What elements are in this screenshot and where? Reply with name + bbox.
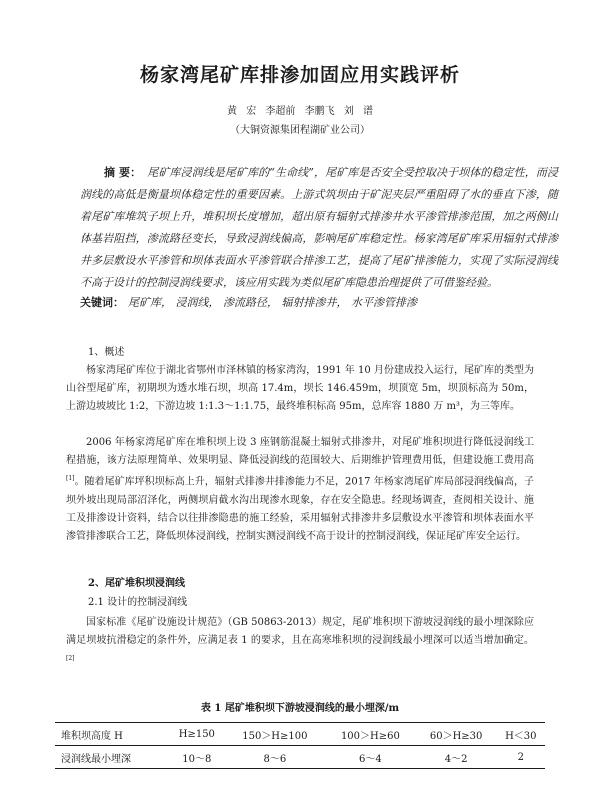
table-header-cell: 60＞H≥30 (416, 723, 497, 746)
keywords-label: 关键词： (80, 296, 124, 309)
table-cell: 6～4 (325, 746, 416, 769)
table-cell: 4～2 (416, 746, 497, 769)
abstract-label: 摘 要： (104, 166, 142, 179)
section-2-paragraph-1-text: 国家标准《尾矿设施设计规范》（GB 50863-2013）规定，尾矿堆积坝下游坡浸润线的最小埋深除应满足坝坡抗滑稳定的条件外，应满足表 1 的要求，且在高寒堆积坝的浸润线最小埋深可以适当增加确定。 (66, 617, 534, 647)
table-header-cell: 堆积坝高度 H (55, 723, 169, 746)
keywords (80, 294, 558, 310)
section-2-paragraph-1 (66, 614, 534, 672)
abstract (80, 162, 558, 294)
section-1-paragraph-2 (66, 434, 534, 547)
section-1-paragraph-1: 杨家湾尾矿库位于湖北省鄂州市泽林镇的杨家湾沟，1991 年 10 月份建成投入运行，尾矿库的类型为山谷型尾矿库，初期坝为透水堆石坝，坝高 17.4m，坝长 146.459m，坝顶宽 5m，坝顶标高为 50m，上游边坡坡比 1:2，下游边坡 1:1.3～1:1.75，最终堆积标高 95m，总库容 1880 万 m³，为三等库。 (66, 365, 534, 413)
table-cell: 2 (497, 746, 545, 769)
table-header-cell: H≥150 (169, 723, 225, 746)
table-header-row (55, 723, 545, 746)
table-header-cell: 150＞H≥100 (225, 723, 325, 746)
section-1-paragraph-2-text: 2006 年杨家湾尾矿库在堆积坝上设 3 座钢筋混凝土辐射式排渗井，对尾矿堆积坝进行降低浸润线工程措施，该方法原理简单、效果明显、降低浸润线的范围较大、后期维护管理费用低，但建设施工费用高 (66, 437, 534, 467)
paper-title: 杨家湾尾矿库排渗加固应用实践评析 (139, 64, 460, 86)
section-2-1-heading: 2.1 设计的控制浸润线 (88, 597, 188, 608)
abstract-text: 尾矿库浸润线是尾矿库的“生命线”，尾矿库是否安全受控取决于坝体的稳定性，而浸润线的高低是衡量坝体稳定性的重要因素。上游式筑坝由于矿泥夹层严重阻碍了水的垂直下渗，随着尾矿库堆筑子坝上升，堆积坝长度增加，超出原有辐射式排渗井水平渗管排渗范围，加之两侧山体基岩阻挡，渗流路径变长，导致浸润线偏高，影响尾矿库稳定性。杨家湾尾矿库采用辐射式排渗井多层敷设水平渗管和坝体表面水平渗管联合排渗工艺，提高了尾矿排渗能力，实现了实际浸润线不高于设计的控制浸润线要求，该应用实践为类似尾矿库隐患治理提供了可借鉴经验。 (80, 166, 558, 289)
section-1-paragraph-2-cont: 。随着尾矿库坪积坝标高上升，辐射式排渗井排渗能力不足，2017 年杨家湾尾矿库局部浸润线偏高，子坝外坡出现局部沼泽化，两侧坝肩截水沟出现渗水现象，存在安全隐患。经现场调查，查阅相关设计、施工及排渗设计资料，结合以往排渗隐患的施工经验，采用辐射式排渗井多层敷设水平渗管和坝体表面水平渗管排渗联合工艺，降低坝体浸润线，控制实测浸润线不高于设计的控制浸润线，保证尾矿库安全运行。 (66, 476, 534, 543)
table-1-caption: 表 1 尾矿堆积坝下游坡浸润线的最小埋深/m (200, 703, 400, 714)
table-1 (55, 722, 545, 769)
table-header-cell: H＜30 (497, 723, 545, 746)
citation-1: [1] (66, 475, 75, 483)
citation-2: [2] (66, 655, 75, 663)
table-row (55, 746, 545, 769)
section-1-heading: 1、概述 (88, 347, 125, 358)
affiliation: （大铜资源集团程湖矿业公司） (230, 125, 370, 136)
table-cell: 8～6 (225, 746, 325, 769)
table-cell: 浸润线最小埋深 (55, 746, 169, 769)
table-cell: 10～8 (169, 746, 225, 769)
keywords-text: 尾矿库， 浸润线， 渗流路径， 辐射排渗井， 水平渗管排渗 (128, 296, 417, 309)
table-header-cell: 100＞H≥60 (325, 723, 416, 746)
section-2-heading: 2、尾矿堆积坝浸润线 (88, 578, 185, 589)
author-list: 黄 宏 李超前 李鹏飞 刘 谱 (227, 106, 373, 117)
